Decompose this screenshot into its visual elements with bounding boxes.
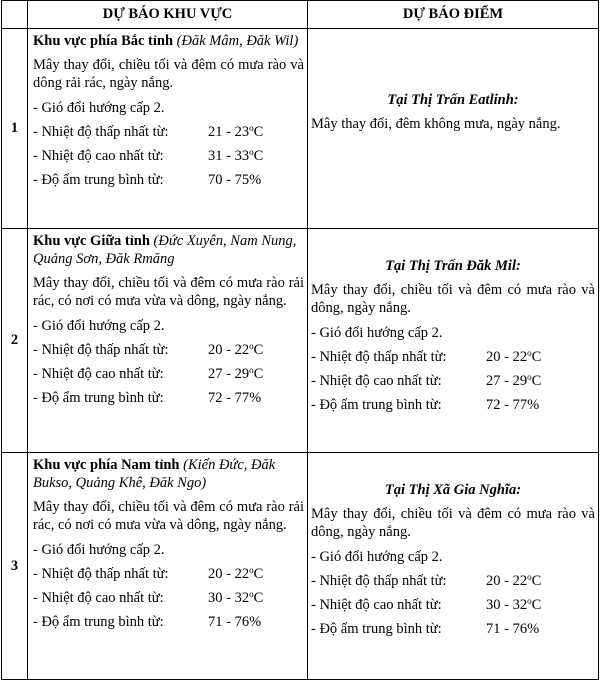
area-name: Khu vực phía Nam tỉnh	[33, 457, 180, 473]
row-number: 2	[2, 229, 28, 453]
max-temp-value: 30 - 32$^o$C	[486, 596, 542, 614]
max-temp-line	[33, 144, 304, 168]
humidity-line	[33, 168, 304, 192]
humidity-line	[311, 393, 595, 417]
max-temp-value: 30 - 32$^o$C	[208, 589, 264, 607]
humidity-line	[311, 617, 595, 641]
point-description: Mây thay đổi, chiều tối và đêm có mưa rào và dông, ngày nắng.	[311, 282, 595, 317]
area-description: Mây thay đổi, chiều tối và đêm có mưa rào rải rác, có nơi có mưa vừa và dông, ngày nắng.	[33, 499, 304, 534]
header-number-cell	[2, 1, 28, 29]
min-temp-line	[33, 120, 304, 144]
min-temp-label: - Nhiệt độ thấp nhất từ:	[33, 342, 169, 359]
humidity-label: - Độ ẩm trung bình từ:	[311, 621, 442, 638]
area-name: Khu vực Giữa tỉnh	[33, 233, 150, 249]
wind-text: - Gió đổi hướng cấp 2.	[33, 318, 165, 335]
min-temp-label: - Nhiệt độ thấp nhất từ:	[33, 566, 169, 583]
area-districts: (Đăk Mâm, Đăk Wil)	[176, 33, 299, 49]
min-temp-line	[311, 569, 595, 593]
max-temp-line	[33, 363, 304, 387]
point-description: Mây thay đổi, đêm không mưa, ngày nắng.	[311, 116, 561, 133]
point-description: Mây thay đổi, chiều tối và đêm có mưa rào và dông, ngày nắng.	[311, 506, 595, 541]
area-title	[33, 456, 304, 492]
min-temp-line	[311, 345, 595, 369]
max-temp-label: - Nhiệt độ cao nhất từ:	[33, 590, 164, 607]
point-forecast-cell	[308, 229, 599, 453]
point-title: Tại Thị Trấn Đăk Mil:	[385, 258, 521, 274]
point-forecast-cell	[308, 453, 599, 680]
humidity-label: - Độ ẩm trung bình từ:	[33, 614, 164, 631]
max-temp-label: - Nhiệt độ cao nhất từ:	[311, 597, 442, 614]
table-row	[2, 229, 599, 453]
humidity-value: 72 - 77%	[208, 390, 262, 407]
min-temp-label: - Nhiệt độ thấp nhất từ:	[311, 573, 447, 590]
area-districts: (Đức Xuyên, Nam Nung, Quảng Sơn, Đăk Rmăng	[33, 233, 297, 268]
wind-line	[33, 539, 304, 563]
table-row	[2, 453, 599, 680]
max-temp-label: - Nhiệt độ cao nhất từ:	[33, 366, 164, 383]
humidity-value: 71 - 76%	[486, 621, 540, 638]
area-title	[33, 232, 304, 268]
area-description: Mây thay đổi, chiều tối và đêm có mưa rào rải rác, có nơi có mưa vừa và dông, ngày nắng.	[33, 275, 304, 310]
wind-text: - Gió đổi hướng cấp 2.	[311, 549, 443, 566]
min-temp-line	[33, 339, 304, 363]
min-temp-line	[33, 563, 304, 587]
max-temp-line	[33, 587, 304, 611]
humidity-value: 71 - 76%	[208, 614, 262, 631]
wind-line	[33, 315, 304, 339]
min-temp-label: - Nhiệt độ thấp nhất từ:	[311, 349, 447, 366]
min-temp-value: 20 - 22$^o$C	[486, 348, 542, 366]
wind-text: - Gió đổi hướng cấp 2.	[33, 542, 165, 559]
max-temp-line	[311, 369, 595, 393]
humidity-label: - Độ ẩm trung bình từ:	[311, 397, 442, 414]
humidity-value: 72 - 77%	[486, 397, 540, 414]
humidity-label: - Độ ẩm trung bình từ:	[33, 390, 164, 407]
humidity-value: 70 - 75%	[208, 172, 262, 189]
max-temp-line	[311, 593, 595, 617]
humidity-line	[33, 611, 304, 635]
table-header-row	[2, 1, 599, 29]
area-forecast-cell	[28, 229, 308, 453]
area-title	[33, 32, 304, 50]
humidity-label: - Độ ẩm trung bình từ:	[33, 172, 164, 189]
area-forecast-cell	[28, 453, 308, 680]
max-temp-value: 27 - 29$^o$C	[486, 372, 542, 390]
point-title: Tại Thị Xã Gia Nghĩa:	[384, 482, 522, 498]
point-forecast-cell	[308, 29, 599, 229]
area-description: Mây thay đổi, chiều tối và đêm có mưa rào và dông rải rác, ngày nắng.	[33, 57, 304, 92]
forecast-table	[1, 0, 599, 680]
point-title: Tại Thị Trấn Eatlinh:	[387, 92, 519, 108]
min-temp-value: 20 - 22$^o$C	[486, 572, 542, 590]
max-temp-label: - Nhiệt độ cao nhất từ:	[311, 373, 442, 390]
min-temp-value: 20 - 22$^o$C	[208, 565, 264, 583]
max-temp-value: 27 - 29$^o$C	[208, 365, 264, 383]
wind-line	[33, 96, 304, 120]
min-temp-value: 21 - 23$^o$C	[208, 123, 264, 141]
wind-text: - Gió đổi hướng cấp 2.	[311, 325, 443, 342]
area-name: Khu vực phía Bắc tỉnh	[33, 33, 174, 49]
wind-line	[311, 545, 595, 569]
min-temp-label: - Nhiệt độ thấp nhất từ:	[33, 124, 169, 141]
table-row	[2, 29, 599, 229]
row-number: 3	[2, 453, 28, 680]
wind-text: - Gió đổi hướng cấp 2.	[33, 100, 165, 117]
area-forecast-heading: DỰ BÁO KHU VỰC	[28, 1, 308, 29]
row-number: 1	[2, 29, 28, 229]
min-temp-value: 20 - 22$^o$C	[208, 341, 264, 359]
area-districts: (Kiến Đức, Đăk Bukso, Quảng Khê, Đăk Ngo)	[33, 457, 276, 492]
wind-line	[311, 321, 595, 345]
area-forecast-cell	[28, 29, 308, 229]
point-forecast-heading: DỰ BÁO ĐIỂM	[308, 1, 599, 29]
humidity-line	[33, 387, 304, 411]
max-temp-value: 31 - 33$^o$C	[208, 147, 264, 165]
max-temp-label: - Nhiệt độ cao nhất từ:	[33, 148, 164, 165]
